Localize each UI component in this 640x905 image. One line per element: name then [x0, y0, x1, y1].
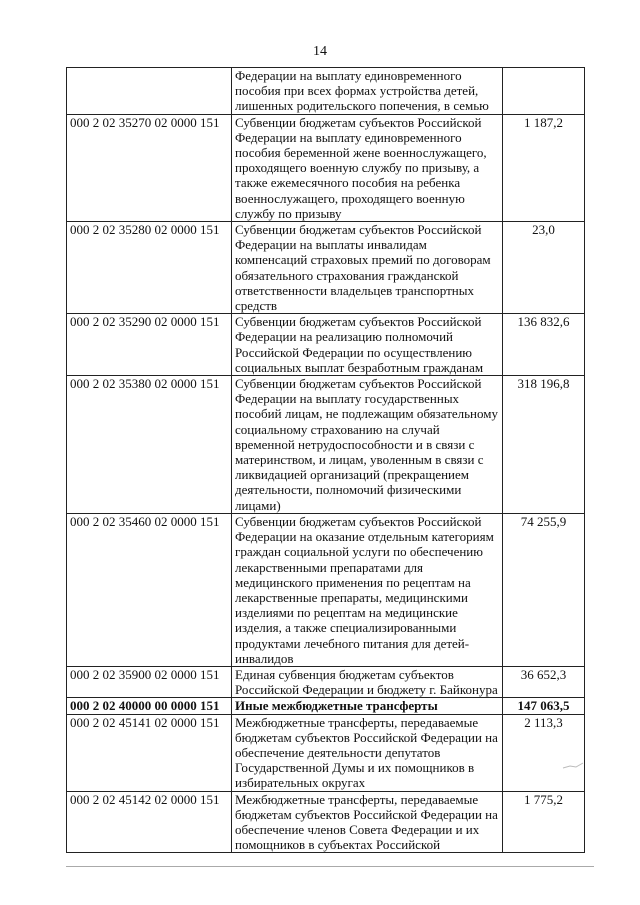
amount-cell: [503, 68, 585, 115]
page-number: 14: [313, 44, 327, 59]
amount-cell: 1 775,2: [503, 791, 585, 853]
table-row-total: [67, 698, 585, 714]
amount-cell: 318 196,8: [503, 376, 585, 514]
table-row: [67, 376, 585, 514]
budget-code-cell: 000 2 02 35380 02 0000 151: [67, 376, 232, 514]
table-row: [67, 791, 585, 853]
budget-code-cell: 000 2 02 35270 02 0000 151: [67, 114, 232, 221]
table-row: [67, 222, 585, 314]
budget-table-body: [67, 68, 585, 853]
table-row: [67, 513, 585, 666]
description-cell: Межбюджетные трансферты, передаваемые бюджетам субъектов Российской Федерации на обеспечение деятельности депутатов Государственной Думы и их помощников в избирательных округах: [232, 714, 503, 791]
table-row: [67, 314, 585, 376]
description-cell: Субвенции бюджетам субъектов Российской Федерации на реализацию полномочий Российской Федерации по осуществлению социальных выплат безработным гражданам: [232, 314, 503, 376]
description-cell: Межбюджетные трансферты, передаваемые бюджетам субъектов Российской Федерации на обеспечение членов Совета Федерации и их помощников в субъектах Российской: [232, 791, 503, 853]
budget-table: [66, 67, 585, 853]
budget-code-cell: 000 2 02 35900 02 0000 151: [67, 666, 232, 697]
description-cell: Единая субвенция бюджетам субъектов Российской Федерации и бюджету г. Байконура: [232, 666, 503, 697]
scan-artifact-mark: [562, 762, 584, 770]
description-cell: Субвенции бюджетам субъектов Российской Федерации на выплату государственных пособий лицам, не подлежащим обязательному социальному страхованию на случай временной нетрудоспособности и в связи с материнством, и лицам, уволенным в связи с ликвидацией организаций (прекращением деятельности, полномочий физическими лицами): [232, 376, 503, 514]
amount-cell: 23,0: [503, 222, 585, 314]
description-cell: Федерации на выплату единовременного пособия при всех формах устройства детей, лишенных родительского попечения, в семью: [232, 68, 503, 115]
amount-cell: 74 255,9: [503, 513, 585, 666]
page-bottom-rule: [66, 866, 594, 867]
table-row: [67, 68, 585, 115]
table-row: [67, 666, 585, 697]
budget-code-cell: 000 2 02 35460 02 0000 151: [67, 513, 232, 666]
table-row: [67, 114, 585, 221]
description-cell: Иные межбюджетные трансферты: [232, 698, 503, 714]
budget-code-cell: [67, 68, 232, 115]
amount-cell: 1 187,2: [503, 114, 585, 221]
description-cell: Субвенции бюджетам субъектов Российской Федерации на оказание отдельным категориям граждан социальной услуги по обеспечению лекарственными препаратами для медицинского применения по рецептам на лекарственные препараты, медицинскими изделиями по рецептам на медицинские изделия, а также специализированными продуктами лечебного питания для детей-инвалидов: [232, 513, 503, 666]
budget-code-cell: 000 2 02 45142 02 0000 151: [67, 791, 232, 853]
description-cell: Субвенции бюджетам субъектов Российской Федерации на выплаты инвалидам компенсаций страховых премий по договорам обязательного страхования гражданской ответственности владельцев транспортных средств: [232, 222, 503, 314]
amount-cell: 36 652,3: [503, 666, 585, 697]
amount-cell: 147 063,5: [503, 698, 585, 714]
amount-cell: 2 113,3: [503, 714, 585, 791]
budget-code-cell: 000 2 02 45141 02 0000 151: [67, 714, 232, 791]
budget-code-cell: 000 2 02 40000 00 0000 151: [67, 698, 232, 714]
budget-code-cell: 000 2 02 35290 02 0000 151: [67, 314, 232, 376]
amount-cell: 136 832,6: [503, 314, 585, 376]
table-row: [67, 714, 585, 791]
budget-code-cell: 000 2 02 35280 02 0000 151: [67, 222, 232, 314]
description-cell: Субвенции бюджетам субъектов Российской Федерации на выплату единовременного пособия беременной жене военнослужащего, проходящего военную службу по призыву, а также ежемесячного пособия на ребенка военнослужащего, проходящего военную службу по призыву: [232, 114, 503, 221]
